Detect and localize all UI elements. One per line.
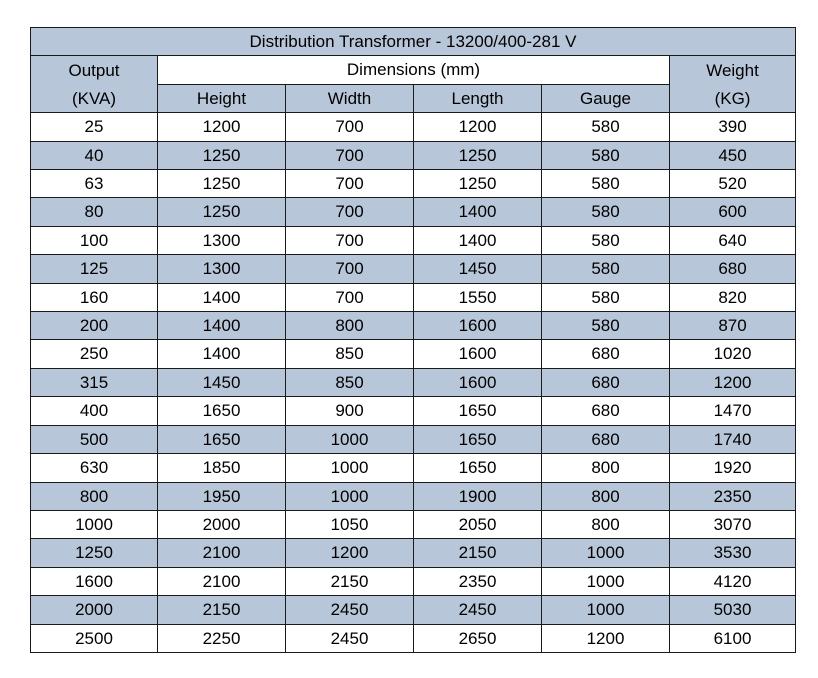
table-row bbox=[31, 510, 796, 538]
cell-length: 2050 bbox=[414, 510, 542, 538]
cell-output-kva: 800 bbox=[31, 482, 158, 510]
cell-weight-kg: 680 bbox=[670, 255, 796, 283]
cell-output-kva: 630 bbox=[31, 454, 158, 482]
cell-gauge: 580 bbox=[542, 170, 670, 198]
cell-output-kva: 1000 bbox=[31, 510, 158, 538]
cell-length: 1650 bbox=[414, 425, 542, 453]
cell-weight-kg: 820 bbox=[670, 283, 796, 311]
cell-length: 1250 bbox=[414, 141, 542, 169]
table-row bbox=[31, 283, 796, 311]
cell-height: 1400 bbox=[158, 312, 286, 340]
cell-weight-kg: 450 bbox=[670, 141, 796, 169]
cell-length: 1900 bbox=[414, 482, 542, 510]
cell-height: 1850 bbox=[158, 454, 286, 482]
cell-weight-kg: 1740 bbox=[670, 425, 796, 453]
cell-gauge: 1000 bbox=[542, 539, 670, 567]
cell-weight-kg: 2350 bbox=[670, 482, 796, 510]
cell-width: 1050 bbox=[286, 510, 414, 538]
cell-output-kva: 315 bbox=[31, 368, 158, 396]
cell-length: 1400 bbox=[414, 226, 542, 254]
cell-weight-kg: 870 bbox=[670, 312, 796, 340]
cell-output-kva: 125 bbox=[31, 255, 158, 283]
cell-width: 1200 bbox=[286, 539, 414, 567]
cell-gauge: 680 bbox=[542, 425, 670, 453]
cell-height: 1250 bbox=[158, 198, 286, 226]
header-dimensions: Dimensions (mm) bbox=[158, 56, 670, 84]
table-row bbox=[31, 170, 796, 198]
cell-length: 1600 bbox=[414, 312, 542, 340]
cell-height: 1650 bbox=[158, 397, 286, 425]
cell-output-kva: 25 bbox=[31, 113, 158, 141]
header-height: Height bbox=[158, 84, 286, 112]
cell-width: 700 bbox=[286, 226, 414, 254]
cell-width: 2450 bbox=[286, 596, 414, 624]
cell-output-kva: 1250 bbox=[31, 539, 158, 567]
cell-weight-kg: 1920 bbox=[670, 454, 796, 482]
cell-width: 900 bbox=[286, 397, 414, 425]
cell-height: 1450 bbox=[158, 368, 286, 396]
header-output: Output bbox=[31, 56, 158, 84]
cell-weight-kg: 1200 bbox=[670, 368, 796, 396]
cell-output-kva: 40 bbox=[31, 141, 158, 169]
cell-gauge: 580 bbox=[542, 312, 670, 340]
header-gauge: Gauge bbox=[542, 84, 670, 112]
cell-width: 1000 bbox=[286, 425, 414, 453]
cell-width: 700 bbox=[286, 141, 414, 169]
cell-weight-kg: 1470 bbox=[670, 397, 796, 425]
cell-weight-kg: 4120 bbox=[670, 567, 796, 595]
table-row bbox=[31, 198, 796, 226]
cell-length: 1650 bbox=[414, 454, 542, 482]
cell-height: 2250 bbox=[158, 624, 286, 652]
cell-output-kva: 80 bbox=[31, 198, 158, 226]
cell-weight-kg: 3530 bbox=[670, 539, 796, 567]
cell-height: 2100 bbox=[158, 539, 286, 567]
table-row bbox=[31, 567, 796, 595]
cell-output-kva: 63 bbox=[31, 170, 158, 198]
table-row bbox=[31, 226, 796, 254]
cell-gauge: 580 bbox=[542, 255, 670, 283]
cell-gauge: 1000 bbox=[542, 567, 670, 595]
cell-weight-kg: 1020 bbox=[670, 340, 796, 368]
cell-gauge: 1200 bbox=[542, 624, 670, 652]
table-row bbox=[31, 482, 796, 510]
table-row bbox=[31, 539, 796, 567]
table-row bbox=[31, 425, 796, 453]
table-row bbox=[31, 454, 796, 482]
cell-weight-kg: 600 bbox=[670, 198, 796, 226]
cell-length: 2450 bbox=[414, 596, 542, 624]
cell-width: 700 bbox=[286, 113, 414, 141]
cell-weight-kg: 3070 bbox=[670, 510, 796, 538]
table-row bbox=[31, 312, 796, 340]
cell-width: 1000 bbox=[286, 454, 414, 482]
cell-height: 1200 bbox=[158, 113, 286, 141]
cell-gauge: 580 bbox=[542, 283, 670, 311]
cell-width: 700 bbox=[286, 283, 414, 311]
table-row bbox=[31, 255, 796, 283]
cell-length: 1600 bbox=[414, 340, 542, 368]
cell-height: 1650 bbox=[158, 425, 286, 453]
cell-length: 1450 bbox=[414, 255, 542, 283]
cell-length: 2350 bbox=[414, 567, 542, 595]
cell-gauge: 580 bbox=[542, 141, 670, 169]
cell-height: 2100 bbox=[158, 567, 286, 595]
cell-weight-kg: 640 bbox=[670, 226, 796, 254]
cell-length: 1250 bbox=[414, 170, 542, 198]
cell-gauge: 800 bbox=[542, 454, 670, 482]
cell-gauge: 580 bbox=[542, 198, 670, 226]
cell-length: 1600 bbox=[414, 368, 542, 396]
cell-output-kva: 160 bbox=[31, 283, 158, 311]
cell-gauge: 580 bbox=[542, 113, 670, 141]
header-weight: Weight bbox=[670, 56, 796, 84]
cell-length: 1400 bbox=[414, 198, 542, 226]
cell-length: 1200 bbox=[414, 113, 542, 141]
cell-width: 700 bbox=[286, 198, 414, 226]
cell-height: 1950 bbox=[158, 482, 286, 510]
cell-output-kva: 2500 bbox=[31, 624, 158, 652]
cell-width: 700 bbox=[286, 255, 414, 283]
table-title: Distribution Transformer - 13200/400-281 V bbox=[31, 28, 796, 56]
cell-width: 2150 bbox=[286, 567, 414, 595]
transformer-spec-table bbox=[30, 27, 796, 653]
cell-length: 1650 bbox=[414, 397, 542, 425]
cell-gauge: 680 bbox=[542, 340, 670, 368]
cell-height: 1400 bbox=[158, 283, 286, 311]
header-output-unit: (KVA) bbox=[31, 84, 158, 112]
cell-width: 800 bbox=[286, 312, 414, 340]
cell-weight-kg: 6100 bbox=[670, 624, 796, 652]
cell-output-kva: 250 bbox=[31, 340, 158, 368]
cell-output-kva: 100 bbox=[31, 226, 158, 254]
cell-gauge: 680 bbox=[542, 397, 670, 425]
cell-weight-kg: 5030 bbox=[670, 596, 796, 624]
cell-output-kva: 500 bbox=[31, 425, 158, 453]
cell-weight-kg: 520 bbox=[670, 170, 796, 198]
cell-width: 850 bbox=[286, 368, 414, 396]
cell-weight-kg: 390 bbox=[670, 113, 796, 141]
cell-gauge: 800 bbox=[542, 510, 670, 538]
header-width: Width bbox=[286, 84, 414, 112]
cell-height: 1300 bbox=[158, 255, 286, 283]
cell-width: 850 bbox=[286, 340, 414, 368]
cell-height: 1300 bbox=[158, 226, 286, 254]
table-row bbox=[31, 624, 796, 652]
table-row bbox=[31, 368, 796, 396]
cell-gauge: 680 bbox=[542, 368, 670, 396]
table-row bbox=[31, 113, 796, 141]
cell-length: 2650 bbox=[414, 624, 542, 652]
cell-length: 1550 bbox=[414, 283, 542, 311]
cell-length: 2150 bbox=[414, 539, 542, 567]
cell-output-kva: 1600 bbox=[31, 567, 158, 595]
cell-output-kva: 400 bbox=[31, 397, 158, 425]
table-row bbox=[31, 340, 796, 368]
cell-gauge: 800 bbox=[542, 482, 670, 510]
cell-height: 1250 bbox=[158, 141, 286, 169]
header-length: Length bbox=[414, 84, 542, 112]
table-row bbox=[31, 141, 796, 169]
table-row bbox=[31, 397, 796, 425]
cell-width: 700 bbox=[286, 170, 414, 198]
cell-height: 2150 bbox=[158, 596, 286, 624]
table-row bbox=[31, 596, 796, 624]
cell-gauge: 580 bbox=[542, 226, 670, 254]
cell-width: 2450 bbox=[286, 624, 414, 652]
cell-height: 1400 bbox=[158, 340, 286, 368]
cell-gauge: 1000 bbox=[542, 596, 670, 624]
cell-height: 2000 bbox=[158, 510, 286, 538]
cell-height: 1250 bbox=[158, 170, 286, 198]
header-weight-unit: (KG) bbox=[670, 84, 796, 112]
cell-output-kva: 2000 bbox=[31, 596, 158, 624]
cell-width: 1000 bbox=[286, 482, 414, 510]
cell-output-kva: 200 bbox=[31, 312, 158, 340]
